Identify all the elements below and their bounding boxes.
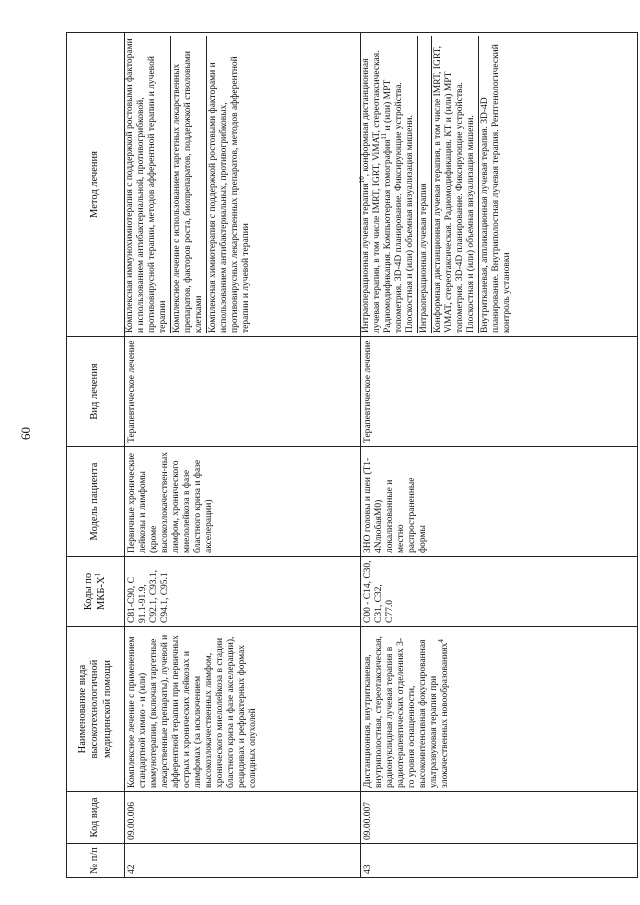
row-methods [357,33,638,337]
table-row [361,33,638,878]
treatment-table [66,32,638,878]
header-row [67,33,125,878]
page-number: 60 [18,427,33,440]
row-num: 42 [125,844,361,878]
table-row [125,33,361,878]
row-num: 43 [361,844,638,878]
row-code: 09.00.007 [361,792,638,844]
method-item: Интраоперационная лучевая терапия$^{10}$, конформная дистанционная лучевая терапия, в том числе IMRT, IGRT, ViMAT, стереотаксическая. Радиомодификация. Компьютерная томография$^{11}$ и (или) МРТ топометрия. 3D-4D планирование. Фиксирующие устройства. Плоскостная и (или) объемная визуализация мишени. [361,36,418,333]
method-item: Комплексная иммунохимиотерапия с поддержкой ростовыми факторами и использованием антибактериальной, противогрибковой, противовирусной терапии, методов афферентной терапии и лучевой терапии [125,36,171,333]
row-methods [125,33,361,337]
rotated-table-container [66,33,638,878]
row-name: Дистанционная, внутритканевая, внутриполостная, стереотаксическая, радионуклидная лучевая терапия в радиотерапевтических отделениях 3-го уровня оснащенности, высокоинтенсивная фокусированная ультразвуковая терапия при злокачественных новообразованиях$^4$ [361,627,638,792]
header-type: Вид лечения [67,337,125,447]
row-name: Комплексное лечение с применением стандартной химио - и (или) иммунотерапии, (включая таргетные лекарственные препараты), лучевой и афферентной терапии при первичных острых и хронических лейкозах и лимфомах (за исключением высокозлокачественных лимфом, хронического миелолейкоза в стадии бластного криза и фазе акселерации), рецидивах и рефрактерных формах солидных опухолей [125,627,361,792]
header-model: Модель пациента [67,447,125,557]
method-item: Внутритканевая, аппликационная лучевая терапия. 3D-4D планирование. Внутриполостная лучевая терапия. Рентгенологический контроль установки [480,44,513,333]
row-icd: C00 - C14, C30, C31, C32, C77.0 [361,557,638,627]
row-type: Терапевтическое лечение [125,337,361,447]
method-item: Интраоперационная лучевая терапия [419,36,432,333]
header-num: № п/п [67,844,125,878]
row-code: 09.00.006 [125,792,361,844]
header-code: Код вида [67,792,125,844]
header-method: Метод лечения [67,33,125,337]
method-item: Комплексная химиотерапия с поддержкой ростовыми факторами и использованием антибактериальных, противогрибковых, противовирусных лекарственных препаратов, методов афферентной терапии и лучевой терапии [208,56,252,333]
row-type: Терапевтическое лечение [361,337,638,447]
header-icd: Коды по МКБ-$Х^1$ [67,557,125,627]
row-icd: C81-C90, C 91.1-91.9, C92.1, C93.1, C94.1, C95.1 [125,557,361,627]
method-item: Комплексное лечение с использованием таргетных лекарственных препаратов, факторов роста, биопрепаратов, поддержкой стволовыми клетками [172,36,207,333]
header-name: Наименование вида высокотехнологичной медицинской помощи [67,627,125,792]
row-model: ЗНО головы и шеи (T1-4NлюбаяM0) локализованные и местно распространенные формы [361,447,638,557]
row-model: Первичные хронические лейкозы и лимфомы (кроме высокозлокачествен-ных лимфом, хронического миелолейкоза в фазе бластного криза и фазе акселерации) [125,447,361,557]
method-item: Конформная дистанционная лучевая терапия, в том числе IMRT, IGRT, ViMAT, стереотаксическая. Радиомодификация. КТ и (или) МРТ топометрия. 3D-4D планирование. Фиксирующие устройства. Плоскостная и (или) объемная визуализация мишени. [433,36,479,333]
